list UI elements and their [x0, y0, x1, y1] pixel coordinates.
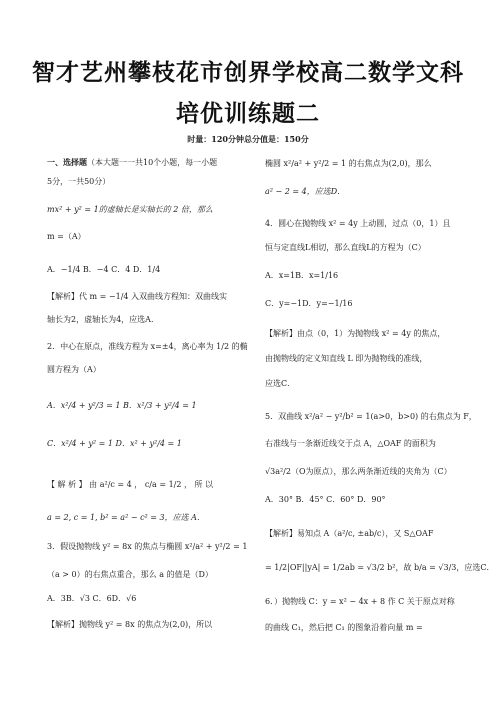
q4-solution: 【解析】由点（0，1）为抛物线 x² = 4y 的焦点， [265, 329, 446, 338]
q6-line1: 6．）抛物线 C：y = x² − 4x + 8 作 C 关于原点对称 [265, 597, 455, 606]
q2-options-cd: C．x²/4 + y² = 1 D．x² + y²/4 = 1 [47, 439, 182, 448]
q1-line1: mx² + y² = 1的虚轴长是实轴长的 2 倍，那么 [47, 205, 213, 214]
q3-solution: 【解析】抛物线 y² = 8x 的焦点为(2,0)，所以 [47, 620, 213, 629]
q6-line2: 的曲线 C₁，然后把 C₁ 的图象沿着向量 m = [265, 623, 423, 632]
q3-line2: （a > 0）的右焦点重合，那么 a 的值是（D） [47, 570, 213, 579]
q5-line2: 右准线与一条渐近线交于点 A，△OAF 的面积为 [265, 439, 436, 448]
q5-line1: 5．双曲线 x²/a² − y²/b² = 1(a>0，b>0) 的右焦点为 F， [265, 412, 477, 421]
q3-line1: 3．假设抛物线 y² = 8x 的焦点与椭圆 x²/a² + y²/2 = 1 [47, 542, 248, 551]
q5-line3: √3a²/2（O为原点），那么两条渐近线的夹角为（C） [265, 467, 452, 476]
q2-solution: 【 解 析 】 由 a²/c = 4 ， c/a = 1/2 ， 所 以 [47, 480, 214, 489]
section-note: （本大题一一共10个小题，每一小题 [87, 158, 218, 167]
section-label: 一、选择题 [47, 157, 87, 167]
document-title: 智才艺州攀枝花市创界学校高二数学文科 [32, 60, 464, 86]
q1-solution: 【解析】代 m = −1/4 入双曲线方程知：双曲线实 [47, 292, 228, 301]
q5-solution-line2: = 1/2|OF||yA| = 1/2ab = √3/2 b²，故 b/a = √3/3，应选C． [265, 563, 495, 572]
exam-meta: 时量：120分钟总分值是：150分 [187, 134, 309, 144]
section-header [47, 156, 217, 169]
q3-options: A．3B．√3 C．6D．√6 [47, 594, 137, 603]
q4-solution-line2: 由抛物线的定义知直线 L 即为抛物线的准线， [265, 354, 428, 363]
q4-solution-line3: 应选C． [265, 379, 296, 388]
q4-line2: 恒与定直线L相切，那么直线L的方程为（C） [265, 243, 426, 252]
q1-solution-line2: 轴长为2，虚轴长为4，应选A． [47, 315, 159, 324]
q4-options-cd: C．y=−1D．y=−1/16 [265, 299, 353, 308]
q4-options-ab: A．x=1B．x=1/16 [265, 271, 339, 280]
q2-solution-line2: a = 2, c = 1, b² = a² − c² = 3，应选 A． [47, 513, 205, 522]
q2-line1: 2．中心在原点，准线方程为 x=±4，离心率为 1/2 的椭 [47, 342, 248, 351]
q2-line2: 圆方程为（A） [47, 365, 101, 374]
section-note-line2: 5分，一共50分） [47, 177, 111, 186]
q1-options: A．−1/4 B．−4 C．4 D．1/4 [47, 265, 161, 274]
q3-answer: a² − 2 = 4，应选D． [265, 187, 346, 196]
q1-line2: m =（A） [47, 232, 86, 241]
document-subtitle: 培优训练题二 [176, 101, 320, 127]
q5-solution: 【解析】易知点 A（a²/c, ±ab/c），又 S△OAF [265, 529, 434, 538]
q2-options-ab: A．x²/4 + y²/3 = 1 B．x²/3 + y²/4 = 1 [47, 401, 197, 410]
q5-options: A．30° B．45° C．60° D．90° [265, 495, 386, 504]
q3-continued: 椭圆 x²/a² + y²/2 = 1 的右焦点为(2,0)，那么 [265, 159, 432, 168]
q4-line1: 4．圆心在抛物线 x² = 4y 上动圆，过点（0，1）且 [265, 219, 451, 228]
